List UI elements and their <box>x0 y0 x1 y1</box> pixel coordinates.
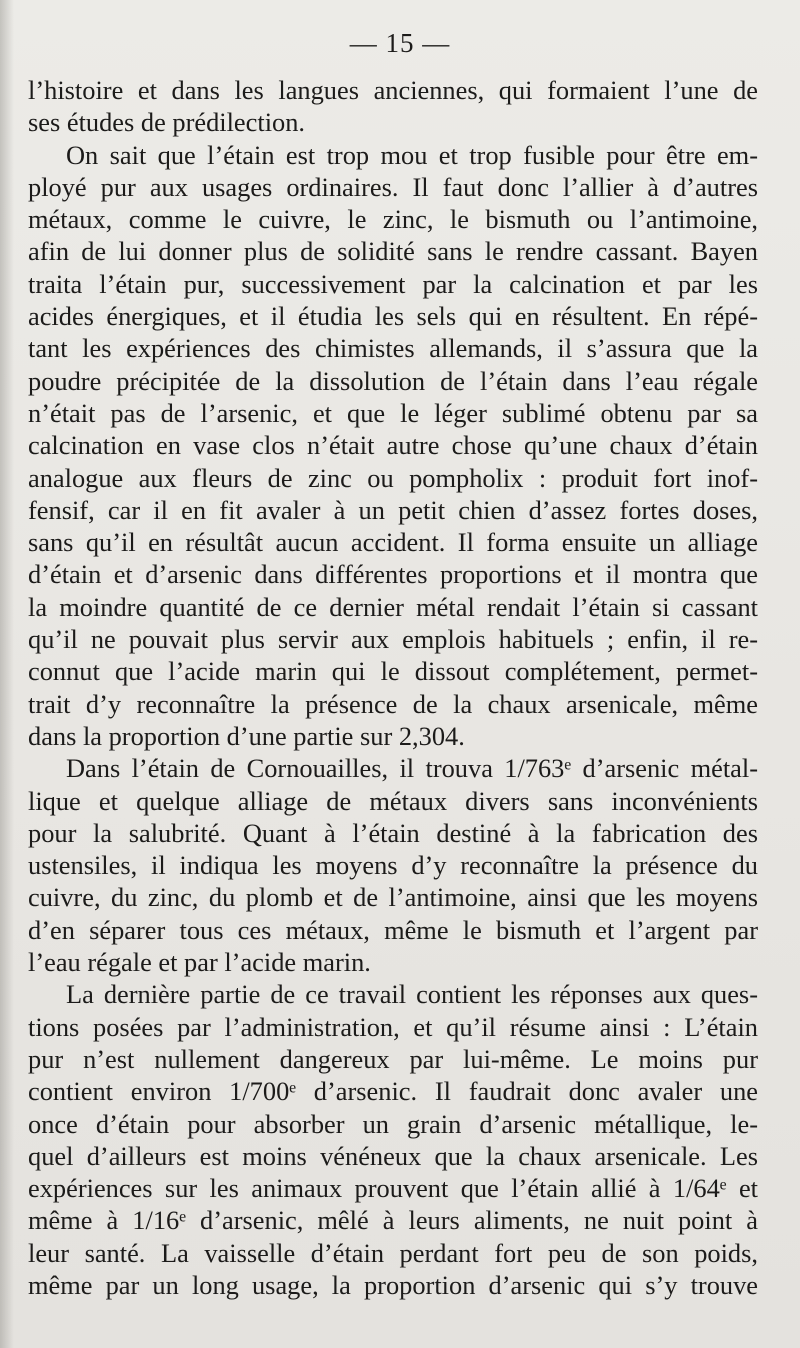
text-line: lique et quelque alliage de métaux divers sans inconvénients <box>28 785 758 816</box>
text-line: poudre précipitée de la dissolution de l’étain dans l’eau régale <box>28 365 758 396</box>
text-line: même par un long usage, la proportion d’arsenic qui s’y trouve <box>28 1269 758 1300</box>
text-line: traita l’étain pur, successivement par la calcination et par les <box>28 268 758 299</box>
binding-shadow <box>0 0 14 1348</box>
text-line: Dans l’étain de Cornouailles, il trouva 1/763ᵉ d’arsenic métal- <box>66 753 758 784</box>
text-line: dans la proportion d’une partie sur 2,304. <box>28 720 465 751</box>
text-line: ustensiles, il indiqua les moyens d’y reconnaître la présence du <box>28 850 758 881</box>
text-line: leur santé. La vaisselle d’étain perdant fort peu de son poids, <box>28 1237 758 1268</box>
text-line: trait d’y reconnaître la présence de la chaux arsenicale, même <box>28 688 758 719</box>
text-line: même à 1/16ᵉ d’arsenic, mêlé à leurs aliments, ne nuit point à <box>28 1205 758 1236</box>
text-line: La dernière partie de ce travail contient les réponses aux ques- <box>66 979 758 1010</box>
paragraph <box>28 74 758 139</box>
text-line: la moindre quantité de ce dernier métal rendait l’étain si cassant <box>28 591 758 622</box>
text-line: tions posées par l’administration, et qu’il résume ainsi : L’étain <box>28 1011 758 1042</box>
text-line: ployé pur aux usages ordinaires. Il faut donc l’allier à d’autres <box>28 171 758 202</box>
text-line: ses études de prédilection. <box>28 107 306 138</box>
text-line: connut que l’acide marin qui le dissout complétement, permet- <box>28 656 758 687</box>
text-line: On sait que l’étain est trop mou et trop fusible pour être em- <box>66 139 758 170</box>
text-line: l’histoire et dans les langues anciennes, qui formaient l’une de <box>28 75 758 105</box>
text-line: contient environ 1/700ᵉ d’arsenic. Il faudrait donc avaler une <box>28 1076 758 1107</box>
text-line: n’était pas de l’arsenic, et que le léger sublimé obtenu par sa <box>28 397 758 428</box>
text-line: afin de lui donner plus de solidité sans le rendre cassant. Bayen <box>28 236 758 267</box>
text-line: analogue aux fleurs de zinc ou pompholix : produit fort inof- <box>28 462 758 493</box>
text-line: pur n’est nullement dangereux par lui-même. Le moins pur <box>28 1043 758 1074</box>
text-line: métaux, comme le cuivre, le zinc, le bismuth ou l’antimoine, <box>28 204 758 235</box>
text-line: once d’étain pour absorber un grain d’arsenic métallique, le- <box>28 1108 758 1139</box>
text-line: d’en séparer tous ces métaux, même le bismuth et l’argent par <box>28 914 758 945</box>
text-line: qu’il ne pouvait plus servir aux emplois habituels ; enfin, il re- <box>28 624 758 655</box>
text-line: pour la salubrité. Quant à l’étain destiné à la fabrication des <box>28 817 758 848</box>
text-line: cuivre, du zinc, du plomb et de l’antimoine, ainsi que les moyens <box>28 882 758 913</box>
text-line: d’étain et d’arsenic dans différentes proportions et il montra que <box>28 559 758 590</box>
body-text <box>28 74 758 1301</box>
text-line: sans qu’il en résultât aucun accident. Il forma ensuite un alliage <box>28 527 758 558</box>
text-line: acides énergiques, et il étudia les sels qui en résultent. En répé- <box>28 301 758 332</box>
paragraph <box>28 752 758 978</box>
text-line: tant les expériences des chimistes allemands, il s’assura que la <box>28 333 758 364</box>
text-line: calcination en vase clos n’était autre chose qu’une chaux d’étain <box>28 430 758 461</box>
text-line: expériences sur les animaux prouvent que l’étain allié à 1/64ᵉ et <box>28 1173 758 1204</box>
text-line: fensif, car il en fit avaler à un petit chien d’assez fortes doses, <box>28 494 758 525</box>
text-line: l’eau régale et par l’acide marin. <box>28 947 371 978</box>
text-line: quel d’ailleurs est moins vénéneux que la chaux arsenicale. Les <box>28 1140 758 1171</box>
page-number: — 15 — <box>349 28 451 58</box>
paragraph <box>28 978 758 1301</box>
paragraph <box>28 139 758 753</box>
